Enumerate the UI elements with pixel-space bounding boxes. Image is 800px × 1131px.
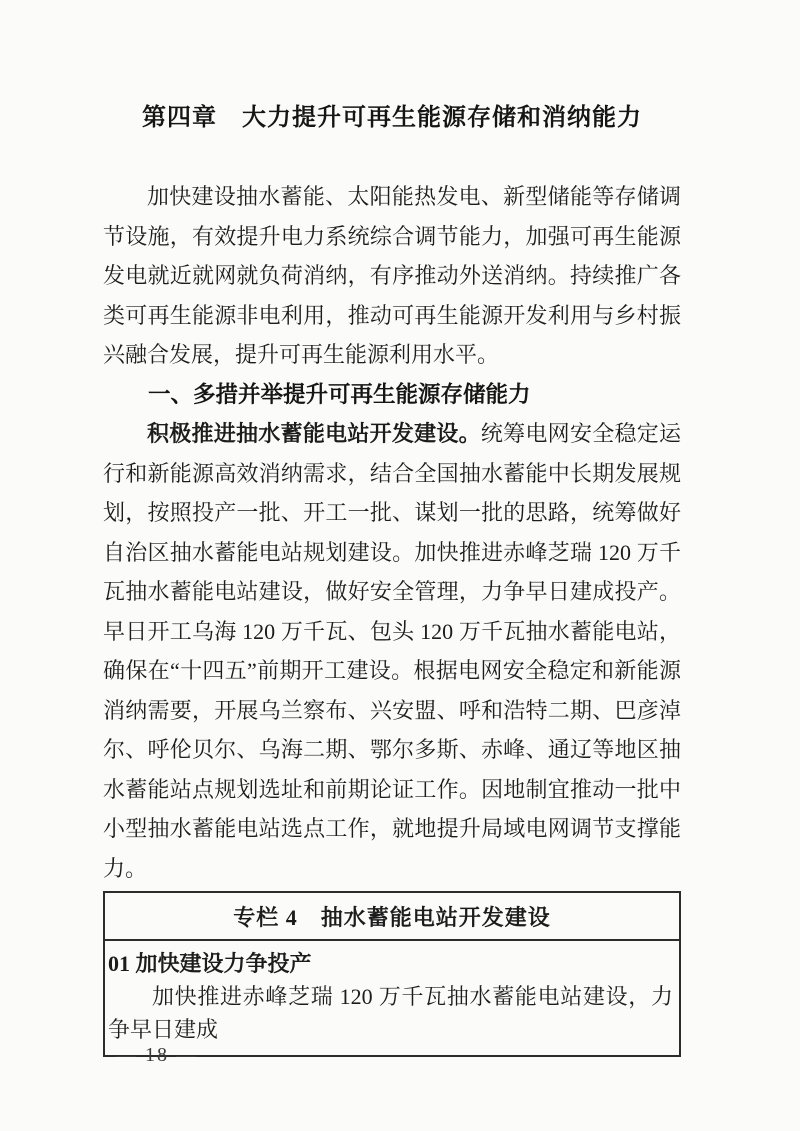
callout-box-title: 专栏 4 抽水蓄能电站开发建设 bbox=[105, 893, 679, 941]
chapter-title: 第四章 大力提升可再生能源存储和消纳能力 bbox=[142, 104, 642, 131]
page-number: — 18 — bbox=[116, 1044, 198, 1066]
document-body bbox=[103, 177, 681, 888]
callout-item-01-title: 01 加快建设力争投产 bbox=[108, 951, 312, 976]
paragraph-storage-facilities: 加快建设抽水蓄能、太阳能热发电、新型储能等存储调节设施，有效提升电力系统综合调节能力，加强可再生能源发电就近就网就负荷消纳，有序推动外送消纳。持续推广各类可再生能源非电利用，推动可再生能源开发利用与乡村振兴融合发展，提升可再生能源利用水平。 bbox=[103, 184, 681, 367]
paragraph-pumped-storage bbox=[103, 414, 681, 888]
section-heading-storage-capacity: 一、多措并举提升可再生能源存储能力 bbox=[148, 381, 531, 407]
paragraph-pumped-storage-body: 统筹电网安全稳定运行和新能源高效消纳需求，结合全国抽水蓄能中长期发展规划，按照投产一批、开工一批、谋划一批的思路，统筹做好自治区抽水蓄能电站规划建设。加快推进赤峰芝瑞 120 万千瓦抽水蓄能电站建设，做好安全管理，力争早日建成投产。早日开工乌海 120 万千瓦、包头 120 万千瓦抽水蓄能电站，确保在“十四五”前期开工建设。根据电网安全稳定和新能源消纳需要，开展乌兰察布、兴安盟、呼和浩特二期、巴彦淖尔、呼伦贝尔、乌海二期、鄂尔多斯、赤峰、通辽等地区抽水蓄能站点规划选址和前期论证工作。因地制宜推动一批中小型抽水蓄能电站选点工作，就地提升局域电网调节支撑能力。 bbox=[103, 421, 681, 881]
callout-box-column4 bbox=[103, 891, 681, 1057]
paragraph-pumped-storage-lead: 积极推进抽水蓄能电站开发建设。 bbox=[147, 421, 481, 446]
callout-item-01-text: 加快推进赤峰芝瑞 120 万千瓦抽水蓄能电站建设，力争早日建成 bbox=[108, 984, 673, 1042]
callout-box-body bbox=[105, 941, 679, 1055]
